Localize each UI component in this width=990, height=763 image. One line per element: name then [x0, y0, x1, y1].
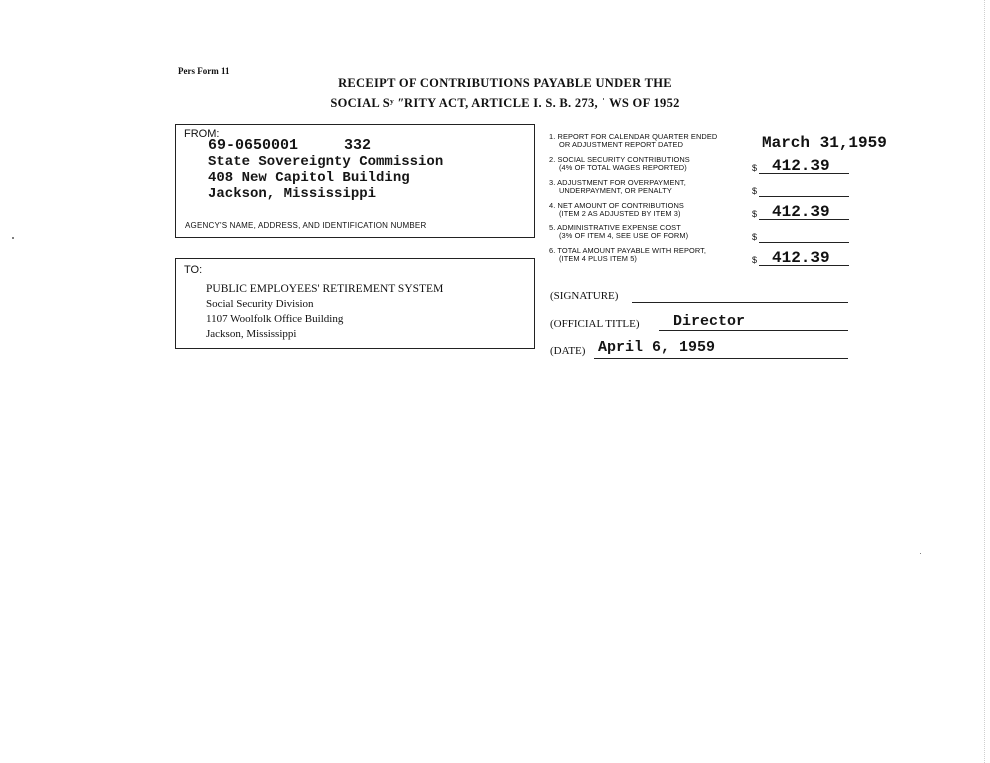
to-line-1: PUBLIC EMPLOYEES' RETIREMENT SYSTEM — [206, 283, 444, 295]
item-2 — [549, 156, 759, 172]
item-6-dollar: $ — [752, 255, 758, 265]
scan-edge — [984, 0, 986, 763]
item-3-line2: UNDERPAYMENT, OR PENALTY — [559, 186, 672, 195]
item-1-line1: REPORT FOR CALENDAR QUARTER ENDED — [557, 132, 718, 141]
official-title-label: (OFFICIAL TITLE) — [550, 318, 640, 330]
official-title-value: Director — [673, 313, 746, 330]
item-3 — [549, 179, 759, 195]
item-2-line2: (4% OF TOTAL WAGES REPORTED) — [559, 163, 687, 172]
item-4-amount: 412.39 — [772, 203, 830, 221]
scan-speck — [12, 237, 14, 239]
agency-name: State Sovereignty Commission — [208, 154, 444, 170]
item-4 — [549, 202, 759, 218]
from-box — [175, 124, 535, 238]
item-3-underline — [759, 196, 849, 197]
to-line-2: Social Security Division — [206, 298, 314, 310]
agency-address: 408 New Capitol Building — [208, 170, 410, 186]
agency-city: Jackson, Mississippi — [208, 186, 377, 202]
item-6-number: 6. — [549, 246, 556, 255]
item-5-line1: ADMINISTRATIVE EXPENSE COST — [557, 223, 681, 232]
item-4-dollar: $ — [752, 209, 758, 219]
form-title-line1: RECEIPT OF CONTRIBUTIONS PAYABLE UNDER THE — [338, 76, 672, 90]
item-3-line1: ADJUSTMENT FOR OVERPAYMENT, — [557, 178, 686, 187]
item-4-line1: NET AMOUNT OF CONTRIBUTIONS — [557, 201, 684, 210]
official-title-line[interactable] — [659, 330, 848, 331]
item-5 — [549, 224, 759, 240]
to-line-4: Jackson, Mississippi — [206, 328, 297, 340]
agency-caption: AGENCY'S NAME, ADDRESS, AND IDENTIFICATION NUMBER — [185, 221, 427, 230]
quarter-ended-value: March 31,1959 — [762, 134, 887, 152]
item-5-line2: (3% OF ITEM 4, SEE USE OF FORM) — [559, 231, 689, 240]
date-value: April 6, 1959 — [598, 339, 716, 356]
item-6-amount: 412.39 — [772, 249, 830, 267]
item-6-line1: TOTAL AMOUNT PAYABLE WITH REPORT, — [557, 246, 707, 255]
item-6 — [549, 247, 759, 263]
signature-label: (SIGNATURE) — [550, 290, 619, 302]
signature-line[interactable] — [632, 302, 848, 303]
form-id: Pers Form 11 — [178, 66, 230, 76]
item-1-line2: OR ADJUSTMENT REPORT DATED — [559, 140, 684, 149]
scan-speck — [920, 553, 921, 554]
item-3-number: 3. — [549, 178, 556, 187]
agency-sub-number: 332 — [344, 137, 372, 154]
to-box — [175, 258, 535, 349]
item-1 — [549, 133, 759, 149]
to-label: TO: — [184, 264, 203, 276]
to-line-3: 1107 Woolfolk Office Building — [206, 313, 344, 325]
date-label: (DATE) — [550, 345, 586, 357]
item-5-dollar: $ — [752, 232, 758, 242]
item-2-dollar: $ — [752, 163, 758, 173]
item-5-number: 5. — [549, 223, 556, 232]
date-line[interactable] — [594, 358, 848, 359]
item-4-number: 4. — [549, 201, 556, 210]
item-3-dollar: $ — [752, 186, 758, 196]
item-2-line1: SOCIAL SECURITY CONTRIBUTIONS — [557, 155, 690, 164]
item-2-number: 2. — [549, 155, 556, 164]
form-title-line2: SOCIAL Sʸ ʺRITY ACT, ARTICLE I. S. B. 273, ˈ WS OF 1952 — [330, 96, 680, 110]
item-5-underline — [759, 242, 849, 243]
item-6-line2: (ITEM 4 PLUS ITEM 5) — [559, 254, 637, 263]
item-4-line2: (ITEM 2 AS ADJUSTED BY ITEM 3) — [559, 209, 681, 218]
item-1-number: 1. — [549, 132, 556, 141]
from-label: FROM: — [184, 128, 220, 140]
agency-id-number: 69-0650001 — [208, 137, 299, 154]
item-2-amount: 412.39 — [772, 157, 830, 175]
